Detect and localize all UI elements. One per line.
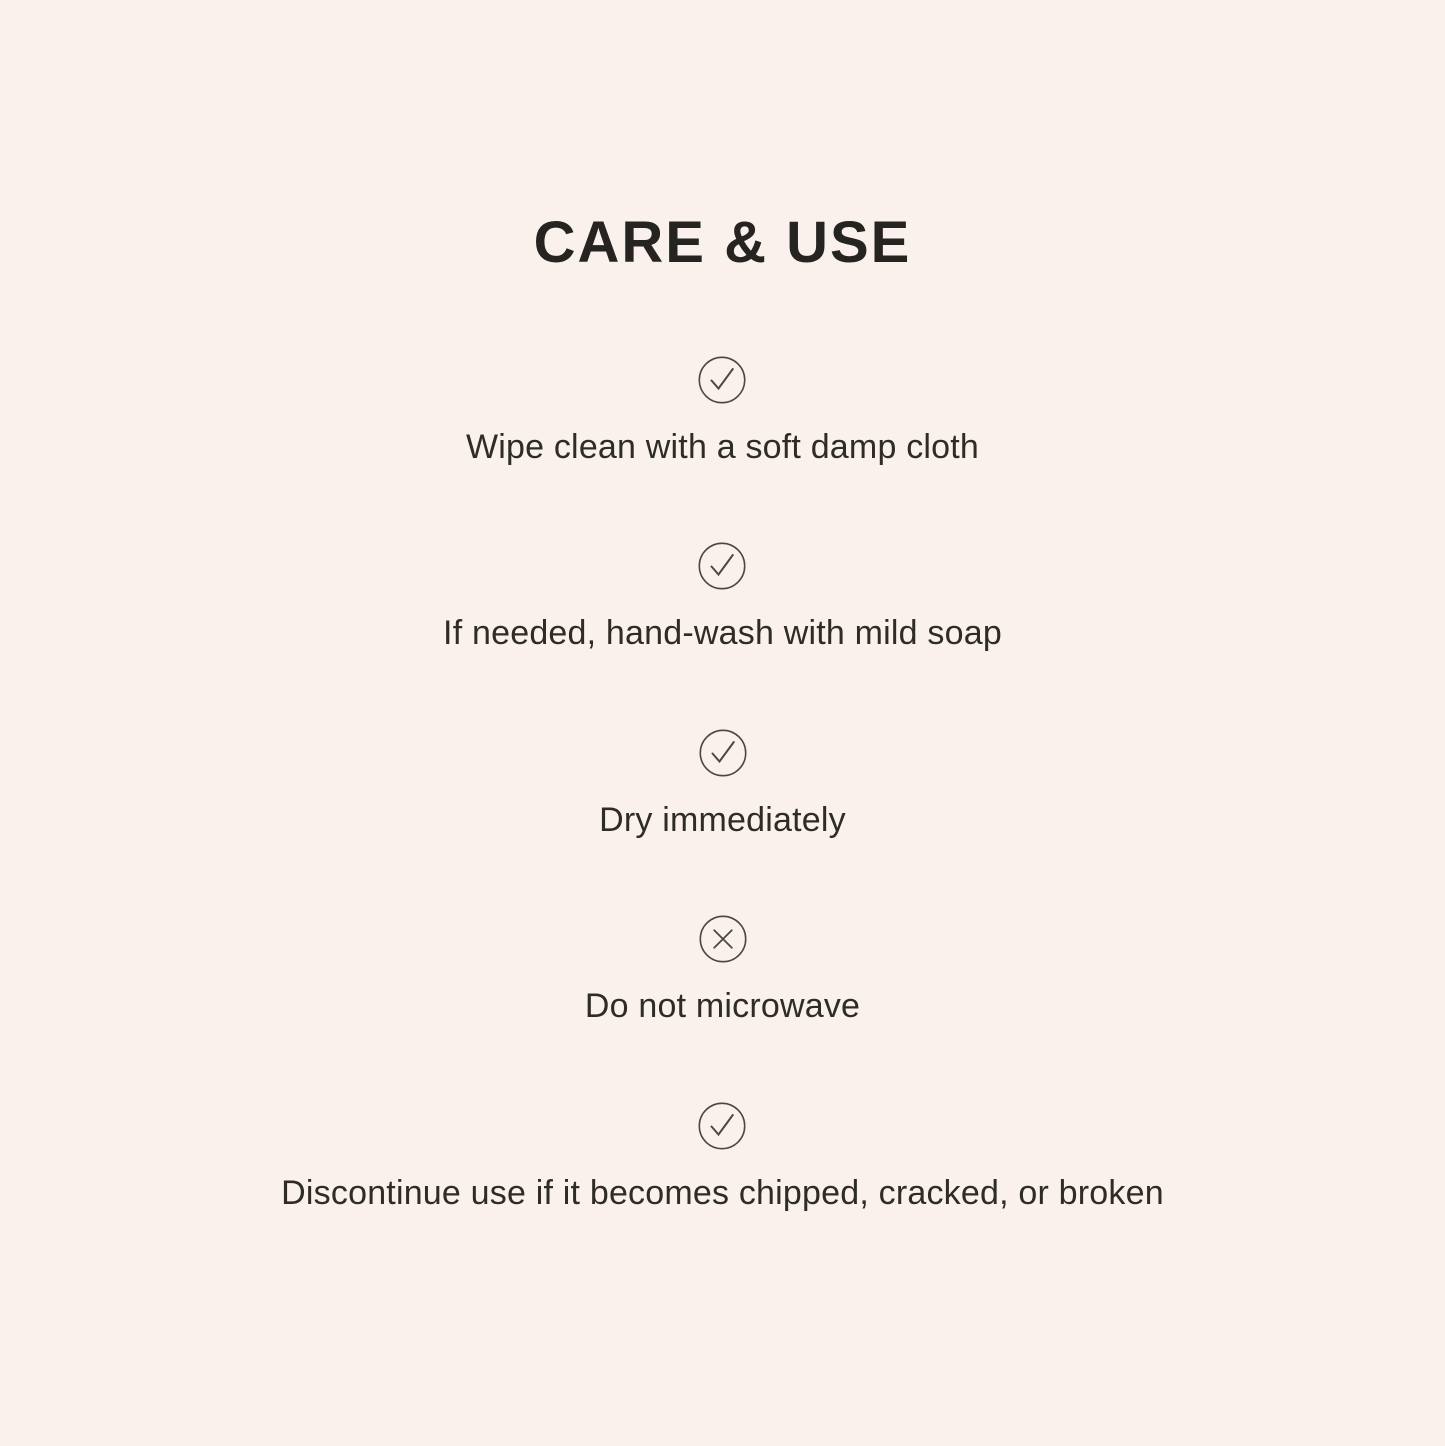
care-items-list: [0, 356, 1445, 1215]
care-item-label: Discontinue use if it becomes chipped, cracked, or broken: [281, 1173, 1164, 1212]
check-circle-icon: [698, 356, 746, 404]
care-item: [443, 542, 1002, 655]
care-item: [585, 915, 860, 1028]
care-item: [466, 356, 979, 469]
check-circle-icon: [698, 1102, 746, 1150]
check-circle-icon: [699, 729, 747, 777]
care-item-label: Do not microwave: [584, 987, 861, 1026]
page-title: CARE & USE: [533, 210, 912, 275]
care-item-label: Dry immediately: [599, 800, 846, 839]
check-circle-icon: [698, 542, 746, 590]
care-item: [281, 1102, 1164, 1215]
cross-circle-icon: [699, 915, 747, 963]
care-item: [599, 729, 846, 842]
care-item-label: Wipe clean with a soft damp cloth: [465, 427, 980, 466]
care-item-label: If needed, hand-wash with mild soap: [443, 614, 1002, 653]
